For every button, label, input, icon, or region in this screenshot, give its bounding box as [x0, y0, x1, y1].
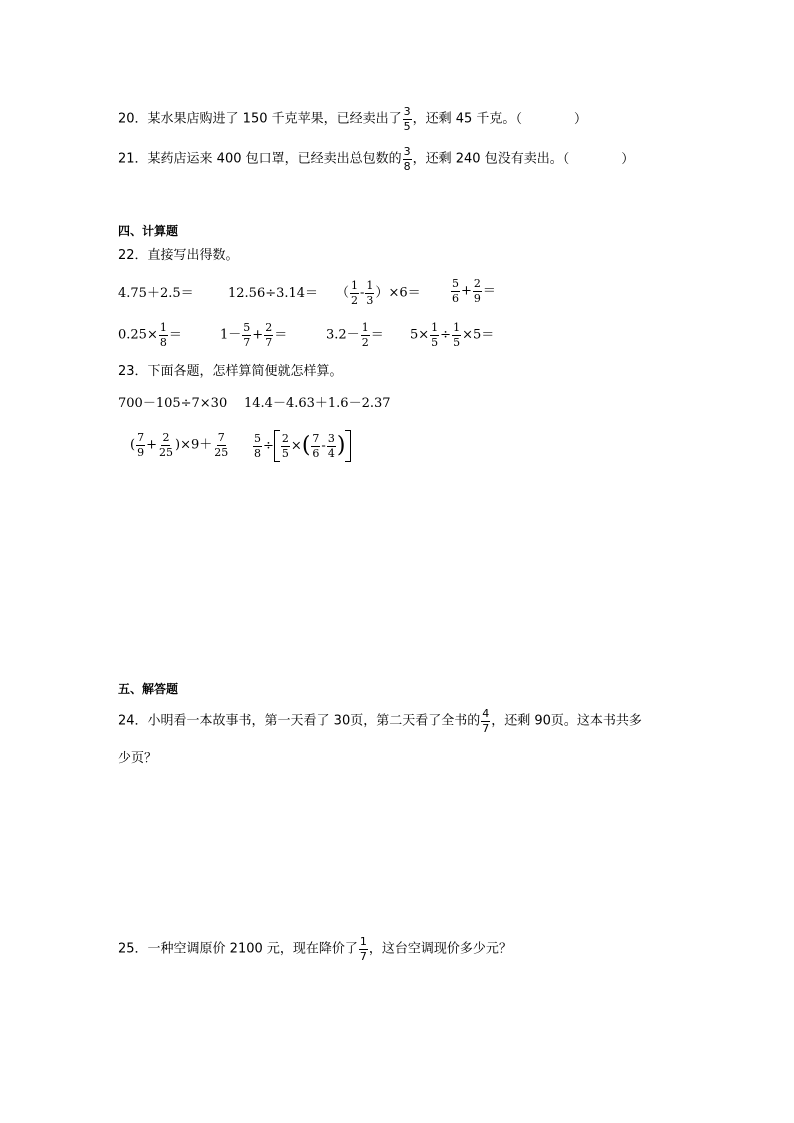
left-square-bracket	[274, 430, 280, 462]
question-20	[118, 106, 587, 132]
q23-expr-4: $\frac{5}{8}$ ÷ $\frac{2}{5}$ ×( $\frac{7}{6}$ - $\frac{3}{4}$ )	[252, 430, 351, 462]
q24-fraction: $\frac{4}{7}$	[482, 707, 490, 735]
q22-expr-5: 0.25× $\frac{1}{8}$ ＝	[118, 321, 182, 349]
q23-expr-2: 14.4－4.63＋1.6－2.37	[244, 396, 391, 411]
q21-text-b: ，还剩 240 包没有卖出。	[412, 151, 563, 167]
q20-text-a: 20．某水果店购进了 150 千克苹果，已经卖出了	[118, 111, 402, 127]
q24-text-a: 24．小明看一本故事书，第一天看了 30页，第二天看了全书的	[118, 713, 481, 729]
question-22-instruction: 22．直接写出得数。	[118, 248, 239, 263]
section-4-title: 四、计算题	[118, 224, 179, 238]
q22-expr-8: 5× $\frac{1}{5}$ ÷ $\frac{1}{5}$ ×5＝	[410, 321, 495, 349]
q25-fraction: $\frac{1}{7}$	[359, 935, 367, 963]
q22-expr-2: 12.56÷3.14＝	[228, 286, 319, 301]
question-25	[118, 936, 512, 962]
section-5-title: 五、解答题	[118, 682, 179, 696]
q23-expr-1: 700－105÷7×30	[118, 396, 228, 411]
q25-text-b: ，这台空调现价多少元？	[368, 941, 512, 957]
q21-fraction: $\frac{3}{8}$	[403, 145, 411, 173]
q21-answer-paren[interactable]: （ ）	[562, 151, 635, 167]
question-24	[118, 708, 642, 734]
q21-text-a: 21．某药店运来 400 包口罩，已经卖出总包数的	[118, 151, 402, 167]
q25-text-a: 25．一种空调原价 2100 元，现在降价了	[118, 941, 358, 957]
q22-expr-1: 4.75＋2.5＝	[118, 286, 194, 301]
right-square-bracket	[345, 430, 351, 462]
q24-line-2: 少页？	[118, 751, 158, 766]
q20-answer-paren[interactable]: （ ）	[515, 111, 587, 127]
q24-text-b: ，还剩 90页。这本书共多	[491, 713, 642, 729]
q20-fraction: $\frac{3}{5}$	[403, 105, 411, 133]
q22-expr-7: 3.2－ $\frac{1}{2}$ ＝	[326, 321, 384, 349]
q22-expr-6: 1－ $\frac{5}{7}$ + $\frac{2}{7}$ ＝	[220, 321, 288, 349]
q22-expr-3: （ $\frac{1}{2}$ - $\frac{1}{3}$ ）×6＝	[336, 279, 421, 307]
q22-expr-4: $\frac{5}{6}$ + $\frac{2}{9}$ ＝	[452, 277, 496, 305]
question-21	[118, 146, 634, 172]
q20-text-b: ，还剩 45 千克。	[412, 111, 516, 127]
question-23-instruction: 23．下面各题，怎样算简便就怎样算。	[118, 364, 343, 379]
q23-expr-3: ( $\frac{7}{9}$ + $\frac{2}{25}$ )×9＋ $\frac{7}{25}$	[130, 431, 229, 459]
